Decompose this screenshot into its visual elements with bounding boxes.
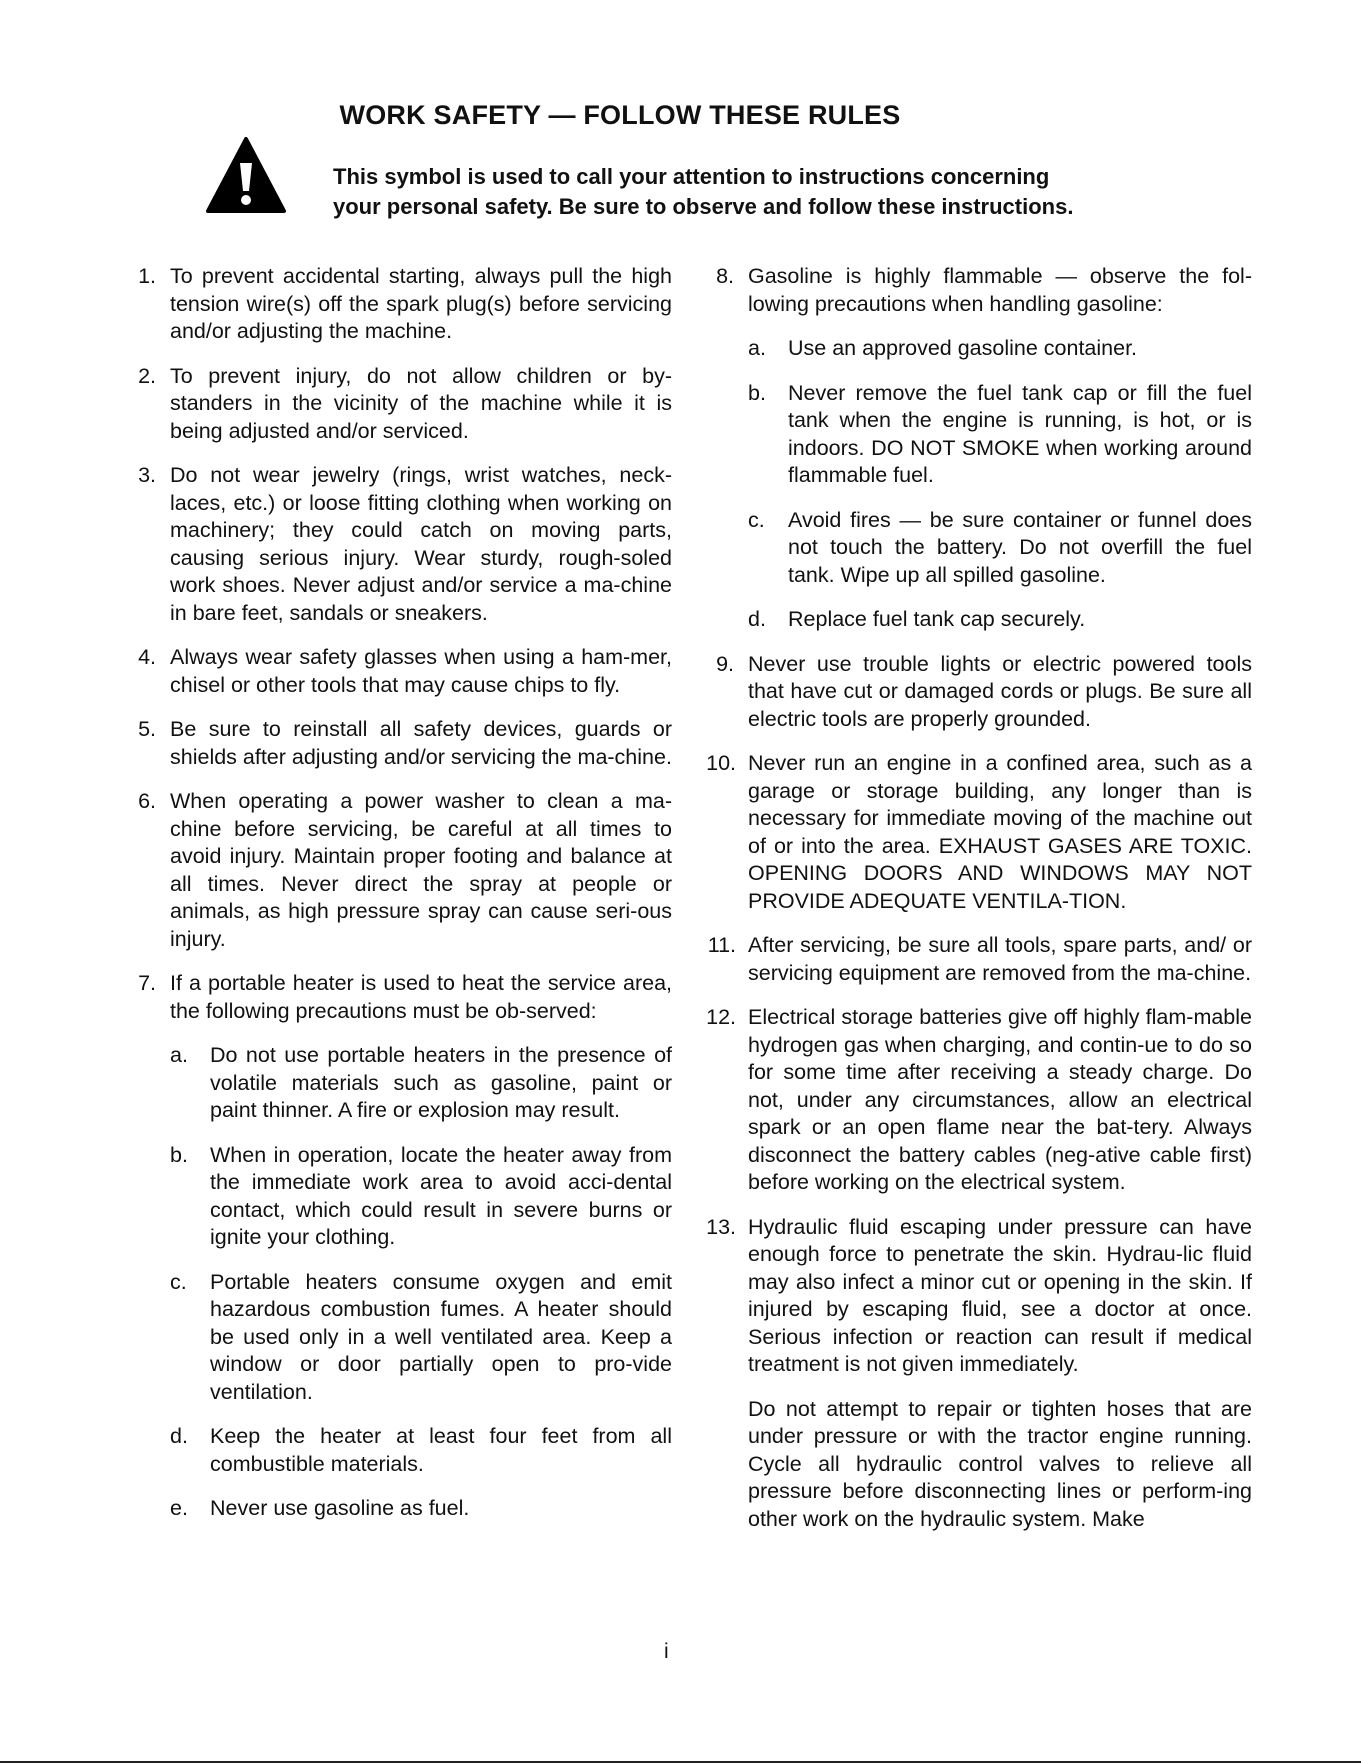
rule-item-11 (704, 932, 1252, 987)
rule-number: 1. (138, 264, 156, 288)
rule-text: Electrical storage batteries give off highly flam-mable hydrogen gas when charging, and contin-ue to do so for some time after receiving a steady charge. Do not, under any circumstances, allow an electrical spark or an open flame near the bat-tery. Always disconnect the battery cables (neg-ative cable first) before working on the electrical system. (748, 1005, 1252, 1194)
rule-text: Never use trouble lights or electric powered tools that have cut or damaged cords or plugs. Be sure all electric tools are properly grounded. (748, 651, 1252, 731)
sub-text: Never remove the fuel tank cap or fill the fuel tank when the engine is running, is hot, or is indoors. DO NOT SMOKE when working around flammable fuel. (788, 380, 1252, 487)
rule-item-9 (704, 651, 1252, 734)
sub-item-8a (748, 335, 1252, 363)
sub-item-7e (170, 1495, 672, 1523)
rule-13-paragraph-2: Do not attempt to repair or tighten hoses that are under pressure or with the tractor engine running. Cycle all hydraulic control valves to relieve all pressure before disconnecting lines or perform-ing other work on the hydraulic system. Make (748, 1396, 1252, 1531)
intro-line-1: This symbol is used to call your attention to instructions concerning (333, 164, 1050, 189)
sub-item-8c (748, 507, 1252, 590)
sub-item-8b (748, 380, 1252, 490)
sub-letter: b. (748, 380, 766, 405)
rule-number: 8. (716, 264, 734, 288)
sub-letter: c. (748, 507, 765, 532)
rule-text: Never run an engine in a confined area, such as a garage or storage building, any longer than is necessary for immediate moving of the machine out of or into the area. EXHAUST GASES ARE TOXIC. OPENING DOORS AND WINDOWS MAY NOT PROVIDE ADEQUATE VENTILA-TION. (748, 751, 1252, 913)
sub-item-7d (170, 1423, 672, 1478)
rule-text: If a portable heater is used to heat the service area, the following precautions must be ob-served: (170, 971, 672, 1023)
rule-text: Always wear safety glasses when using a ham-mer, chisel or other tools that may cause chips to fly. (170, 645, 672, 697)
safety-intro (333, 162, 1193, 222)
rule-text: To prevent accidental starting, always pull the high tension wire(s) off the spark plug(s) before servicing and/or adjusting the machine. (170, 264, 672, 343)
rule-item-3 (126, 462, 672, 627)
rule-text: To prevent injury, do not allow children or by-standers in the vicinity of the machine while it is being adjusted and/or serviced. (170, 363, 672, 443)
page-title: WORK SAFETY — FOLLOW THESE RULES (339, 100, 901, 130)
left-column (126, 263, 672, 1540)
page-number: i (664, 1640, 669, 1663)
sub-item-7a (170, 1042, 672, 1125)
rule-item-7 (126, 970, 672, 1523)
rule-text: After servicing, be sure all tools, spare parts, and/ or servicing equipment are removed from the ma-chine. (748, 933, 1252, 985)
sub-item-7c (170, 1269, 672, 1407)
rule-text: Gasoline is highly flammable — observe the fol-lowing precautions when handling gasoline: (748, 264, 1252, 316)
right-column (704, 263, 1252, 1550)
sub-text: When in operation, locate the heater away from the immediate work area to avoid acci-dental contact, which could result in severe burns or ignite your clothing. (210, 1142, 672, 1249)
rule-number: 9. (716, 651, 734, 676)
rule-number: 13. (706, 1214, 736, 1239)
sub-letter: a. (170, 1043, 188, 1067)
sub-text: Portable heaters consume oxygen and emit hazardous combustion fumes. A heater should be used only in a well ventilated area. Keep a window or door partially open to pro-vide ventilation. (210, 1269, 672, 1404)
rule-item-6 (126, 788, 672, 953)
rule-item-8 (704, 263, 1252, 634)
sub-letter: d. (748, 607, 766, 631)
sub-text: Replace fuel tank cap securely. (788, 607, 1086, 631)
rule-number: 4. (138, 645, 156, 669)
rule-text: When operating a power washer to clean a ma-chine before servicing, be careful at all times to avoid injury. Maintain proper footing and balance at all times. Never direct the spray at people or animals, as high pressure spray can cause seri-ous injury. (170, 789, 672, 951)
sub-letter: a. (748, 336, 766, 360)
rule-item-10 (704, 750, 1252, 915)
rule-item-13 (704, 1214, 1252, 1534)
rule-text: Hydraulic fluid escaping under pressure can have enough force to penetrate the skin. Hydrau-lic fluid may also infect a minor cut or opening in the skin. If injured by escaping fluid, see a doctor at once. Serious infection or reaction can result if medical treatment is not given immediately. (748, 1214, 1252, 1376)
rule-number: 5. (138, 717, 156, 741)
rule-text: Be sure to reinstall all safety devices, guards or shields after adjusting and/or servicing the ma-chine. (170, 717, 672, 769)
sub-letter: e. (170, 1496, 188, 1520)
rule-item-1 (126, 263, 672, 346)
rule-number: 10. (706, 751, 736, 775)
rule-number: 2. (138, 363, 156, 388)
sub-text: Avoid fires — be sure container or funnel does not touch the battery. Do not overfill the fuel tank. Wipe up all spilled gasoline. (788, 507, 1252, 587)
sub-letter: c. (170, 1269, 187, 1294)
rule-item-4 (126, 644, 672, 699)
rule-item-5 (126, 716, 672, 771)
rule-number: 7. (138, 971, 156, 995)
rule-number: 6. (138, 789, 156, 813)
rule-number: 11. (707, 933, 736, 957)
rule-text: Do not wear jewelry (rings, wrist watches, neck-laces, etc.) or loose fitting clothing when working on machinery; they could catch on moving parts, causing serious injury. Wear sturdy, rough-soled work shoes. Never adjust and/or service a ma-chine in bare feet, sandals or sneakers. (170, 463, 672, 625)
sub-item-8d (748, 606, 1252, 634)
sub-letter: d. (170, 1424, 188, 1448)
sub-text: Never use gasoline as fuel. (210, 1496, 470, 1520)
intro-line-2: your personal safety. Be sure to observe and follow these instructions. (333, 194, 1074, 219)
sub-text: Keep the heater at least four feet from all combustible materials. (210, 1424, 672, 1476)
rule-number: 12. (706, 1005, 736, 1029)
rule-item-12 (704, 1004, 1252, 1197)
rule-number: 3. (138, 463, 156, 487)
sub-text: Do not use portable heaters in the presence of volatile materials such as gasoline, paint or paint thinner. A fire or explosion may result. (210, 1043, 672, 1122)
sub-letter: b. (170, 1142, 188, 1167)
rule-item-2 (126, 363, 672, 446)
sub-item-7b (170, 1142, 672, 1252)
warning-triangle-icon (205, 135, 287, 215)
sub-text: Use an approved gasoline container. (788, 336, 1138, 360)
